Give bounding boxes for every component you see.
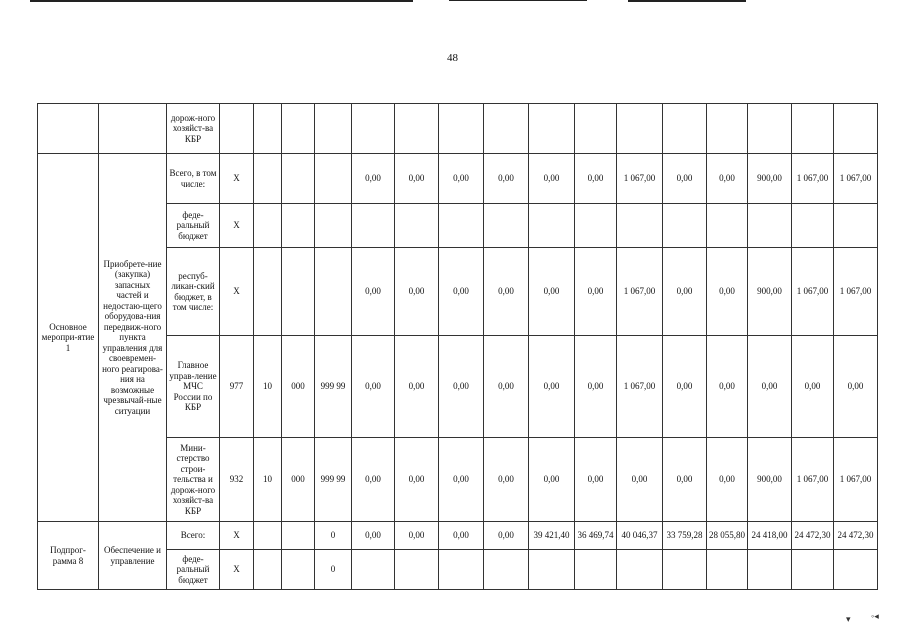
amount-cell: 0,00 <box>575 438 617 522</box>
code-csr <box>282 204 315 248</box>
amount-cell: 0,00 <box>352 336 395 438</box>
amount-cell: 0,00 <box>707 154 748 204</box>
amount-cell <box>707 550 748 590</box>
code-csr: 000 <box>282 438 315 522</box>
code-csr: 000 <box>282 336 315 438</box>
amount-cell <box>395 204 439 248</box>
amount-cell: 0,00 <box>395 154 439 204</box>
amount-cell <box>834 550 878 590</box>
amount-cell: 1 067,00 <box>617 336 663 438</box>
amount-cell: 0,00 <box>484 522 529 550</box>
amount-cell <box>663 204 707 248</box>
amount-cell: 0,00 <box>484 336 529 438</box>
amount-cell: 0,00 <box>575 336 617 438</box>
amount-cell: 0,00 <box>484 154 529 204</box>
header-rule-3 <box>628 0 746 2</box>
amount-cell <box>484 550 529 590</box>
amount-cell: 33 759,28 <box>663 522 707 550</box>
cell-empty <box>38 104 99 154</box>
source-label: феде-ральный бюджет <box>167 204 220 248</box>
amount-cell <box>484 204 529 248</box>
amount-cell: 0,00 <box>484 248 529 336</box>
amount-cell <box>439 204 484 248</box>
amount-cell: 0,00 <box>707 438 748 522</box>
amount-cell: 0,00 <box>439 248 484 336</box>
amount-cell <box>748 550 792 590</box>
amount-cell: 0,00 <box>439 522 484 550</box>
amount-cell: 0,00 <box>663 248 707 336</box>
amount-cell: 0,00 <box>529 154 575 204</box>
amount-cell <box>439 550 484 590</box>
budget-table <box>37 103 878 590</box>
amount-cell: 0,00 <box>352 248 395 336</box>
scan-mark: ▾ <box>846 614 851 624</box>
code-csr <box>282 522 315 550</box>
amount-cell <box>707 204 748 248</box>
amount-cell: 0,00 <box>395 248 439 336</box>
amount-cell: 1 067,00 <box>792 248 834 336</box>
code-vr <box>315 204 352 248</box>
code-vr: 999 99 <box>315 438 352 522</box>
code-vr: 0 <box>315 522 352 550</box>
amount-cell: 0,00 <box>707 248 748 336</box>
amount-cell <box>352 550 395 590</box>
code-grbs: Х <box>220 154 254 204</box>
amount-cell: 0,00 <box>395 438 439 522</box>
amount-cell: 0,00 <box>352 438 395 522</box>
amount-cell <box>792 204 834 248</box>
amount-cell: 24 472,30 <box>834 522 878 550</box>
amount-cell: 0,00 <box>748 336 792 438</box>
code-grbs: 932 <box>220 438 254 522</box>
code-grbs: 977 <box>220 336 254 438</box>
table-row <box>38 154 878 204</box>
amount-cell <box>352 204 395 248</box>
code-rz <box>254 522 282 550</box>
amount-cell: 0,00 <box>484 438 529 522</box>
amount-cell: 28 055,80 <box>707 522 748 550</box>
cell-empty <box>99 104 167 154</box>
amount-cell: 0,00 <box>439 154 484 204</box>
amount-cell: 0,00 <box>834 336 878 438</box>
amount-cell: 0,00 <box>439 438 484 522</box>
amount-cell: 0,00 <box>575 154 617 204</box>
code-grbs: Х <box>220 248 254 336</box>
amount-cell: 0,00 <box>617 438 663 522</box>
amount-cell: 39 421,40 <box>529 522 575 550</box>
amount-cell: 1 067,00 <box>792 154 834 204</box>
amount-cell: 24 472,30 <box>792 522 834 550</box>
amount-cell: 0,00 <box>395 522 439 550</box>
amount-cell <box>395 550 439 590</box>
code-grbs: Х <box>220 550 254 590</box>
code-rz <box>254 550 282 590</box>
amount-cell: 0,00 <box>529 336 575 438</box>
amount-cell: 1 067,00 <box>617 154 663 204</box>
code-grbs: Х <box>220 522 254 550</box>
amount-cell <box>748 204 792 248</box>
source-label: дорож-ного хозяйст-ва КБР <box>167 104 220 154</box>
subprogram-description: Обеспечение и управление <box>99 522 167 590</box>
code-rz: 10 <box>254 336 282 438</box>
header-rule-2 <box>449 0 587 1</box>
amount-cell: 0,00 <box>707 336 748 438</box>
amount-cell: 1 067,00 <box>834 248 878 336</box>
code-csr <box>282 550 315 590</box>
amount-cell: 0,00 <box>352 154 395 204</box>
code-rz: 10 <box>254 438 282 522</box>
code-vr <box>315 154 352 204</box>
code-vr: 999 99 <box>315 336 352 438</box>
amount-cell: 1 067,00 <box>792 438 834 522</box>
code-grbs: Х <box>220 204 254 248</box>
amount-cell <box>529 204 575 248</box>
amount-cell: 0,00 <box>352 522 395 550</box>
source-label: Всего: <box>167 522 220 550</box>
amount-cell: 0,00 <box>663 336 707 438</box>
page-number: 48 <box>447 52 458 64</box>
amount-cell: 0,00 <box>663 154 707 204</box>
amount-cell: 1 067,00 <box>834 154 878 204</box>
amount-cell <box>575 204 617 248</box>
source-label: респуб-ликан-ский бюджет, в том числе: <box>167 248 220 336</box>
source-label: Всего, в том числе: <box>167 154 220 204</box>
code-csr <box>282 248 315 336</box>
amount-cell: 36 469,74 <box>575 522 617 550</box>
amount-cell: 0,00 <box>529 438 575 522</box>
amount-cell: 900,00 <box>748 438 792 522</box>
amount-cell: 0,00 <box>575 248 617 336</box>
amount-cell <box>834 204 878 248</box>
subprogram-name: Подпрог-рамма 8 <box>38 522 99 590</box>
amount-cell: 0,00 <box>529 248 575 336</box>
amount-cell: 900,00 <box>748 248 792 336</box>
code-vr <box>315 248 352 336</box>
code-rz <box>254 204 282 248</box>
amount-cell: 1 067,00 <box>834 438 878 522</box>
amount-cell: 0,00 <box>663 438 707 522</box>
amount-cell: 0,00 <box>792 336 834 438</box>
amount-cell <box>663 550 707 590</box>
code-vr: 0 <box>315 550 352 590</box>
amount-cell: 0,00 <box>395 336 439 438</box>
amount-cell <box>529 550 575 590</box>
code-rz <box>254 154 282 204</box>
amount-cell <box>575 550 617 590</box>
header-rule-1 <box>30 0 413 2</box>
amount-cell: 0,00 <box>439 336 484 438</box>
source-label: Главное управ-ление МЧС России по КБР <box>167 336 220 438</box>
code-csr <box>282 154 315 204</box>
amount-cell: 1 067,00 <box>617 248 663 336</box>
amount-cell: 900,00 <box>748 154 792 204</box>
source-label: Мини-стерство строи-тельства и дорож-ного хозяйст-ва КБР <box>167 438 220 522</box>
activity-name: Основное меропри-ятие 1 <box>38 154 99 522</box>
code-rz <box>254 248 282 336</box>
source-label: феде-ральный бюджет <box>167 550 220 590</box>
table-row <box>38 104 878 154</box>
amount-cell: 40 046,37 <box>617 522 663 550</box>
amount-cell <box>617 550 663 590</box>
activity-description: Приобрете-ние (закупка) запасных частей и недостаю-щего оборудова-ния передвиж-ного пункта управления для своевремен-ного реагирова-ния на возможные чрезвычай-ные ситуации <box>99 154 167 522</box>
amount-cell <box>617 204 663 248</box>
scan-mark: ◦◂ <box>871 611 879 621</box>
amount-cell <box>792 550 834 590</box>
amount-cell: 24 418,00 <box>748 522 792 550</box>
table-row <box>38 522 878 550</box>
